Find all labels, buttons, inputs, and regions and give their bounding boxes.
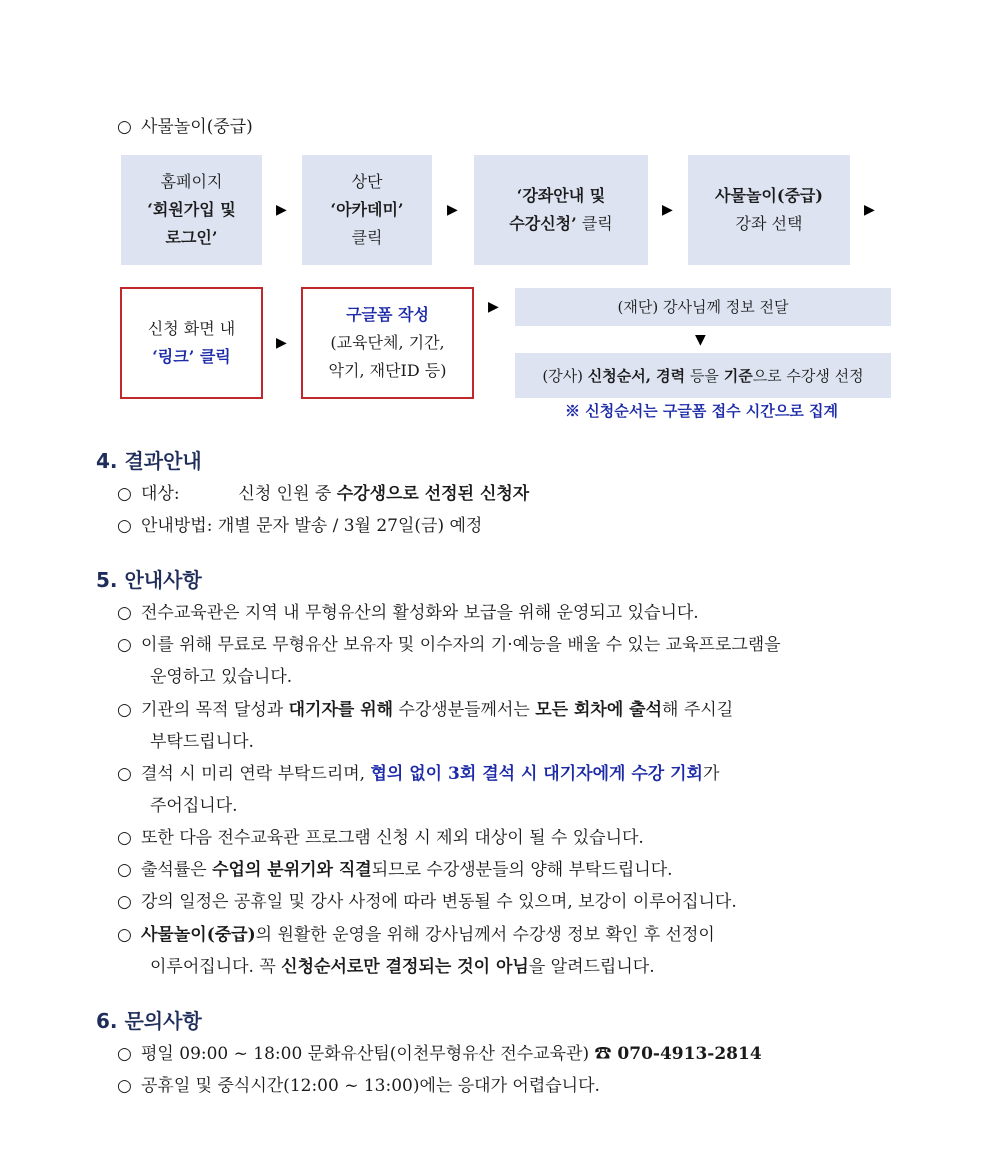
list-item <box>117 1042 762 1066</box>
flow-step-text: 사물놀이(중급) <box>715 186 823 205</box>
flow-step-text: (재단) 강사님께 정보 전달 <box>617 298 789 316</box>
flow-step-foundation <box>515 288 891 326</box>
list-item <box>117 601 699 625</box>
text-span: 대 <box>141 484 158 504</box>
flow-step-academy <box>302 155 432 265</box>
flow-step-text: ‘링크’ 클릭 <box>152 347 231 366</box>
flow-step-text: 신청 화면 내 <box>147 319 236 338</box>
text-span: 기준 <box>723 366 753 385</box>
flow-step-text: 상단 <box>351 172 383 191</box>
phone-icon: ☎ <box>594 1044 612 1064</box>
list-item <box>117 482 529 506</box>
bullet-icon: ○ <box>117 925 132 945</box>
text-span: 으로 수강생 선정 <box>752 366 864 385</box>
flow-step-text <box>509 210 612 238</box>
flow-step-text: 로그인’ <box>165 228 218 247</box>
flow-step-text: (교육단체, 기간, <box>330 333 445 352</box>
text-span: 수강생으로 선정된 신청자 <box>336 484 530 504</box>
bullet-icon: ○ <box>117 516 132 536</box>
text-span: 결석 시 미리 연락 부탁드리며, <box>141 764 371 784</box>
label <box>141 482 233 506</box>
list-item-cont: 주어집니다. <box>150 796 238 816</box>
bullet-icon: ○ <box>117 484 132 504</box>
list-item <box>117 698 733 722</box>
text-span: 기관의 목적 달성과 <box>141 700 289 720</box>
flow-step-text: 악기, 재단ID 등) <box>328 361 447 380</box>
flow-step-text: ‘회원가입 및 <box>147 200 236 219</box>
flow-step-course-guide <box>474 155 648 265</box>
text-span: 개별 문자 발송 / 3월 27일(금) 예정 <box>212 516 483 536</box>
text-span: 신청 인원 중 <box>233 484 337 504</box>
text-span: 등을 <box>685 366 724 385</box>
right-arrow-icon: ▶ <box>276 202 287 218</box>
right-arrow-icon: ▶ <box>488 299 499 315</box>
text-span: 수강생분들께서는 <box>393 700 536 720</box>
bullet-icon: ○ <box>117 603 132 623</box>
text-span: 대기자를 위해 <box>288 700 394 720</box>
section-6-title: 6. 문의사항 <box>96 1009 202 1033</box>
flow-note: ※ 신청순서는 구글폼 접수 시간으로 집계 <box>565 402 838 420</box>
flow-step-google-form <box>301 287 474 399</box>
list-item <box>117 858 673 882</box>
text-span: 의 원활한 운영을 위해 강사님께서 수강생 정보 확인 후 선정이 <box>255 925 715 945</box>
text-span: 또한 다음 전수교육관 프로그램 신청 시 제외 대상이 될 수 있습니다. <box>141 828 644 848</box>
section-4-title: 4. 결과안내 <box>96 449 202 473</box>
label: 안내방법: <box>141 516 213 536</box>
down-arrow-icon: ▼ <box>695 332 706 348</box>
bullet-icon: ○ <box>117 892 132 912</box>
text-span: 가 <box>702 764 720 784</box>
flow-step-select-course <box>688 155 850 265</box>
bullet-icon: ○ <box>117 700 132 720</box>
list-item-cont <box>150 955 655 979</box>
text-span: 상: <box>157 484 180 504</box>
list-item <box>117 762 719 786</box>
flow-step-text: 홈페이지 <box>160 172 223 191</box>
list-item <box>117 633 781 657</box>
flow-step-text: 클릭 <box>351 228 383 247</box>
list-item <box>117 826 644 850</box>
phone-number: 070-4913-2814 <box>611 1044 762 1064</box>
flow-step-text: 강좌 선택 <box>735 214 803 233</box>
right-arrow-icon: ▶ <box>447 202 458 218</box>
flow-step-login <box>121 155 262 265</box>
bullet-icon: ○ <box>117 1076 132 1096</box>
right-arrow-icon: ▶ <box>864 202 875 218</box>
text-span: 신청순서로만 결정되는 것이 아님 <box>281 957 529 977</box>
right-arrow-icon: ▶ <box>276 335 287 351</box>
flow-step-text: ‘강좌안내 및 <box>516 186 606 205</box>
list-item <box>117 890 737 914</box>
flow-step-bold: 수강신청’ <box>509 214 577 233</box>
program-line <box>117 115 253 139</box>
text-span: 이루어집니다. 꼭 <box>150 957 282 977</box>
program-title: 사물놀이(중급) <box>141 117 253 137</box>
section-5-title: 5. 안내사항 <box>96 568 202 592</box>
text-span: 출석률은 <box>141 860 213 880</box>
bullet-icon: ○ <box>117 117 132 137</box>
flow-step-plain: 클릭 <box>576 214 613 233</box>
text-span: 공휴일 및 중식시간(12:00 ~ 13:00)에는 응대가 어렵습니다. <box>141 1076 600 1096</box>
right-arrow-icon: ▶ <box>662 202 673 218</box>
text-span: 신청순서, 경력 <box>587 366 686 385</box>
text-span: 을 알려드립니다. <box>528 957 655 977</box>
bullet-icon: ○ <box>117 635 132 655</box>
text-span: 평일 09:00 ~ 18:00 문화유산팀(이천무형유산 전수교육관) <box>141 1044 595 1064</box>
text-span: 되므로 수강생분들의 양해 부탁드립니다. <box>371 860 673 880</box>
text-span: 모든 회차에 출석 <box>535 700 663 720</box>
list-item-cont: 부탁드립니다. <box>150 732 254 752</box>
flow-step-text <box>542 362 863 390</box>
text-span: 해 주시길 <box>662 700 734 720</box>
list-item <box>117 514 482 538</box>
list-item <box>117 1074 600 1098</box>
text-span: 전수교육관은 지역 내 무형유산의 활성화와 보급을 위해 운영되고 있습니다. <box>141 603 699 623</box>
text-span: 이를 위해 무료로 무형유산 보유자 및 이수자의 기·예능을 배울 수 있는 교육프로그램을 <box>141 635 781 655</box>
text-span: 강의 일정은 공휴일 및 강사 사정에 따라 변동될 수 있으며, 보강이 이루어집니다. <box>141 892 737 912</box>
flow-step-link <box>120 287 263 399</box>
flow-step-text: ‘아카데미’ <box>330 200 404 219</box>
text-span: 수업의 분위기와 직결 <box>212 860 372 880</box>
flow-step-text: 구글폼 작성 <box>346 305 429 324</box>
text-span: 협의 없이 3회 결석 시 대기자에게 수강 기회 <box>370 764 703 784</box>
bullet-icon: ○ <box>117 828 132 848</box>
bullet-icon: ○ <box>117 764 132 784</box>
bullet-icon: ○ <box>117 860 132 880</box>
text-span: 사물놀이(중급) <box>141 925 256 945</box>
list-item <box>117 923 715 947</box>
text-span: (강사) <box>542 366 588 385</box>
bullet-icon: ○ <box>117 1044 132 1064</box>
flow-step-instructor <box>515 353 891 398</box>
list-item-cont: 운영하고 있습니다. <box>150 667 293 687</box>
